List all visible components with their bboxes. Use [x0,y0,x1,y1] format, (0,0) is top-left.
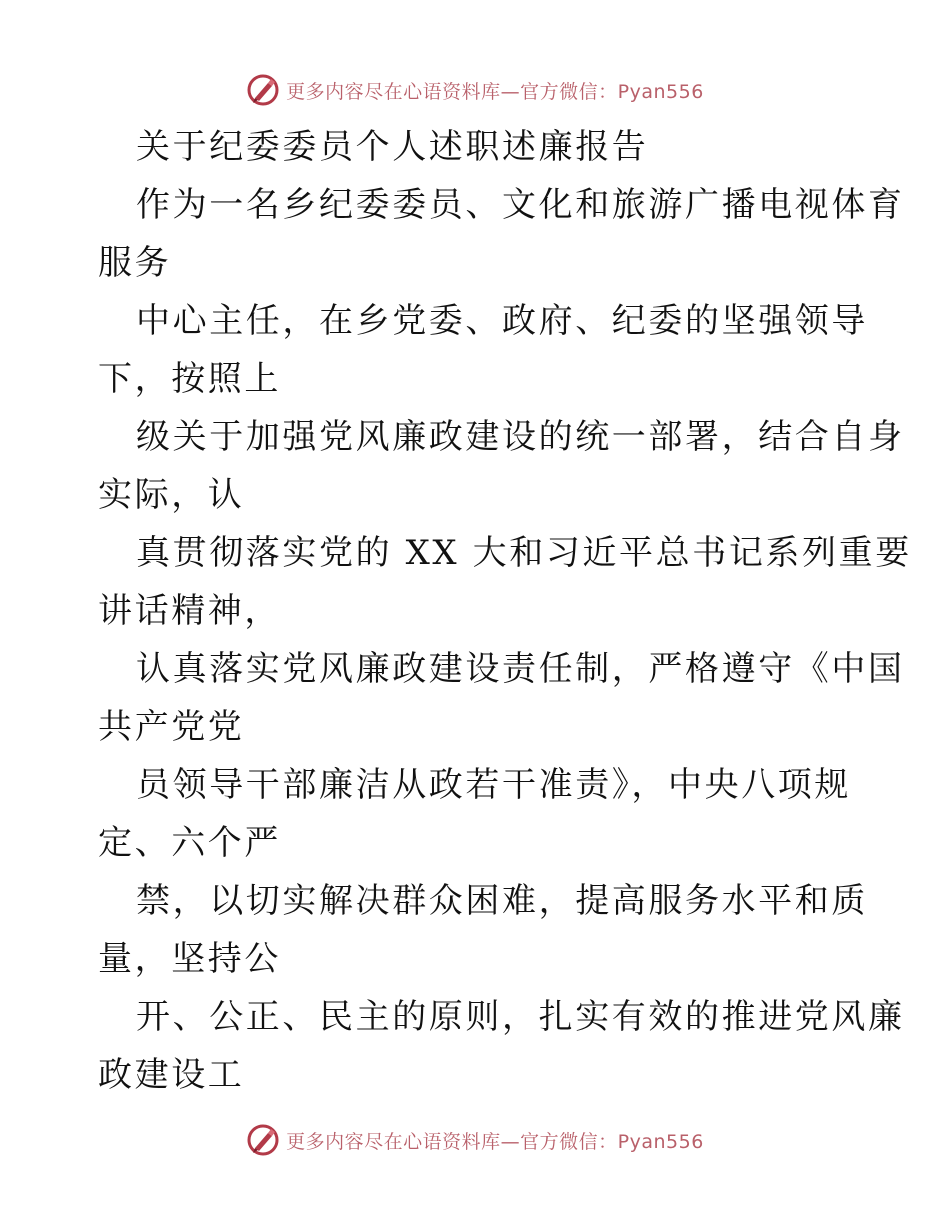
text-line: 作为一名乡纪委委员、文化和旅游广播电视体育 [136,185,905,225]
text-line: 量，坚持公 [98,939,281,979]
text-line: 政建设工 [98,1055,245,1095]
text-line: 开、公正、民主的原则，扎实有效的推进党风廉 [136,997,905,1037]
document-title: 关于纪委委员个人述职述廉报告 [136,127,649,167]
text-line: 级关于加强党风廉政建设的统一部署，结合自身 [136,417,905,457]
text-line: 中心主任，在乡党委、政府、纪委的坚强领导 [136,301,868,341]
pen-logo-icon [246,1123,280,1157]
text-line: 实际，认 [98,475,245,515]
text-line: 员领导干部廉洁从政若干准责》，中央八项规 [136,765,851,805]
text-line: 服务 [98,243,172,283]
pen-logo-icon [246,73,280,107]
text-line: 下，按照上 [98,359,281,399]
text-line: 真贯彻落实党的 XX 大和习近平总书记系列重要 [136,533,912,573]
footer-watermark [0,1120,950,1160]
watermark-text: 更多内容尽在心语资料库—官方微信：Pyan556 [286,80,704,103]
text-line: 禁，以切实解决群众困难，提高服务水平和质 [136,881,868,921]
watermark-text: 更多内容尽在心语资料库—官方微信：Pyan556 [286,1130,704,1153]
text-line: 认真落实党风廉政建设责任制，严格遵守《中国 [136,649,905,689]
text-line: 讲话精神， [98,591,281,631]
header-watermark [0,70,950,110]
text-line: 共产党党 [98,707,245,747]
text-line: 定、六个严 [98,823,281,863]
